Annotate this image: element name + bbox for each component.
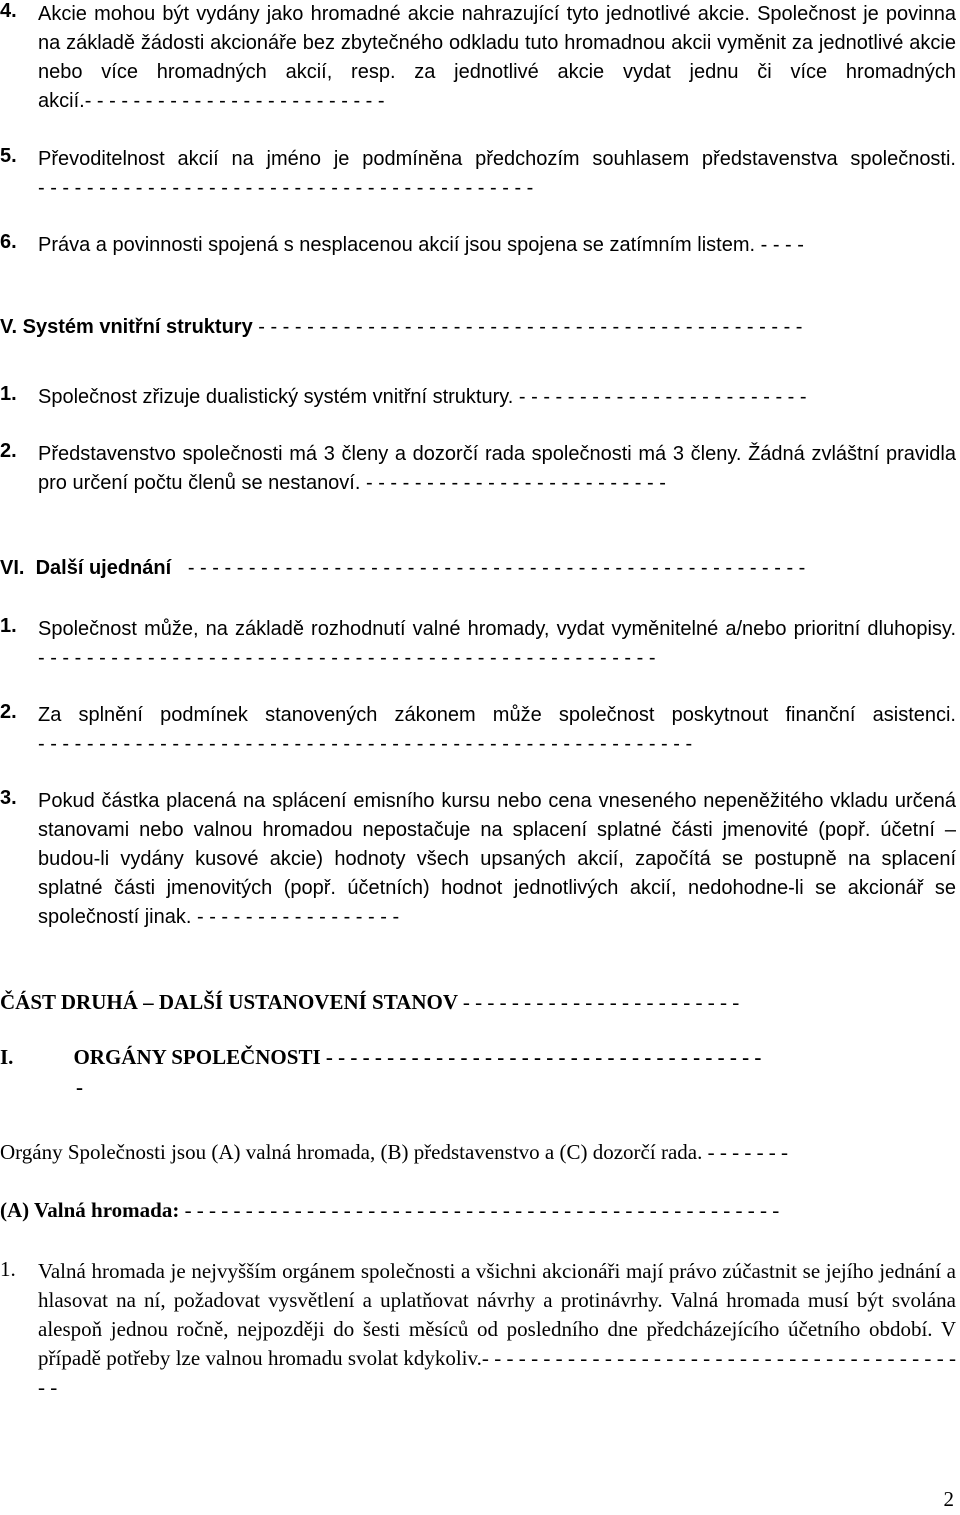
article-number: 5. [0,145,17,167]
organs-heading-continuation [76,1075,83,1100]
article-text: Valná hromada je nejvyšším orgánem společnosti a všichni akcionáři mají právo zúčastnit se jejího jednání a hlasovat na ní, požadovat vysvětlení a uplatňovat návrhy a protinávrhy. Valná hromada musí být svolána alespoň jednou ročně, nejpozději do šesti měsíců od posledního dne předcházejícího účetního období. V případě potřeby lze valnou hromadu svolat kdykoliv.- - - - - - - - - - - - - - - - - - - - - - - - - - - - - - - - - - - - - - - - - [38,1259,957,1399]
filler-dashes: - [76,1075,83,1099]
page-number: 2 [943,1487,954,1511]
article-number: 2. [0,701,17,723]
article-text: Společnost může, na základě rozhodnutí valné hromady, vydat vyměnitelné a/nebo prioritní dluhopisy. - - - - - - - - - - - - - - - - - - - - - - - - - - - - - - - - - - - - - - - - - - - - - - - - - - - [38,618,956,669]
part-two-heading: ČÁST DRUHÁ – DALŠÍ USTANOVENÍ STANOV - - - - - - - - - - - - - - - - - - - - - - - [0,990,740,1014]
filler-dashes: - - - - - - - - - - - - - - - - - - - - - - - - [518,386,807,408]
article-number: 1. [0,1257,16,1281]
article-text: Za splnění podmínek stanovených zákonem může společnost poskytnout finanční asistenci. - - - - - - - - - - - - - - - - - - - - - - - - - - - - - - - - - - - - - - - - - - - - - - - - - - - - - - [38,704,956,755]
article-number: 2. [0,440,17,462]
filler-dashes: - - - - - - - - - - - - - - - - - - - - - - - - - - - - - - - - - - - - - - - - - [38,177,534,199]
article-number: 1. [0,383,17,405]
article-text: Práva a povinnosti spojená s nesplacenou akcií jsou spojena se zatímním listem. - - - - [38,234,804,256]
filler-dashes: - - - - - - - - - - - - - - - - - - - - - - - - - - - - - - - - - - - - - - - - - - - - - - - - - - - [187,557,806,579]
article-number: 6. [0,231,17,253]
section-heading-v: V. Systém vnitřní struktury - - - - - - - - - - - - - - - - - - - - - - - - - - - - - - - - - - - - - - - - - - - - - [0,316,803,338]
filler-dashes: - - - - [760,234,804,256]
article-text: Pokud částka placená na splácení emisního kursu nebo cena vneseného nepeněžitého vkladu určená stanovami nebo valnou hromadou nepostačuje na splacení splatné části jmenovité (popř. účetní – budou-li vydány kusové akcie) hodnoty všech upsaných akcií, započítá se postupně na splacení splatné části jmenovitých (popř. účetních) hodnot jednotlivých akcií, nedohodne-li se akcionář se společností jinak. - - - - - - - - - - - - - - - - - [38,790,956,928]
organs-intro: Orgány Společnosti jsou (A) valná hromada, (B) představenstvo a (C) dozorčí rada. - - - - - - - [0,1140,789,1164]
filler-dashes: - - - - - - - - - - - - - - - - - - - - - - - - - - - - - - - - - - - - [325,1045,762,1069]
filler-dashes: - - - - - - - - - - - - - - - - - - - - - - - - - - - - - - - - - - - - - - - - - - - - - [258,316,803,338]
section-heading-vi: VI. Další ujednání - - - - - - - - - - - - - - - - - - - - - - - - - - - - - - - - - - - - - - - - - - - - - - - - - - - [0,557,806,579]
filler-dashes: - - - - - - - - - - - - - - - - - - - - - - - - - [84,90,385,112]
article-text: Představenstvo společnosti má 3 členy a dozorčí rada společnosti má 3 členy. Žádná zvláštní pravidla pro určení počtu členů se nestanoví. - - - - - - - - - - - - - - - - - - - - - - - - - [38,443,956,494]
general-meeting-heading: (A) Valná hromada: - - - - - - - - - - - - - - - - - - - - - - - - - - - - - - - - - - - - - - - - - - - - - - - - - [0,1198,780,1222]
filler-dashes: - - - - - - - [707,1140,789,1164]
filler-dashes: - - - - - - - - - - - - - - - - - - - - - - - [462,990,740,1014]
filler-dashes: - - - - - - - - - - - - - - - - - - - - - - - - - [365,472,666,494]
filler-dashes: - - - - - - - - - - - - - - - - - - - - - - - - - - - - - - - - - - - - - - - - - - - - - - - - - [184,1198,780,1222]
article-number: 4. [0,0,17,22]
filler-dashes: - - - - - - - - - - - - - - - - - - - - - - - - - - - - - - - - - - - - - - - - - - - - - - - - - - - [38,647,656,669]
article-text: Převoditelnost akcií na jméno je podmíněna předchozím souhlasem představenstva společnosti. - - - - - - - - - - - - - - - - - - - - - - - - - - - - - - - - - - - - - - - - - [38,148,956,199]
filler-dashes: - - - - - - - - - - - - - - - - - - - - - - - - - - - - - - - - - - - - - - - - - [38,1346,957,1399]
filler-dashes: - - - - - - - - - - - - - - - - - [196,906,400,928]
filler-dashes: - - - - - - - - - - - - - - - - - - - - - - - - - - - - - - - - - - - - - - - - - - - - - - - - - - - - - - [38,733,693,755]
article-number: 1. [0,615,17,637]
article-text: Společnost zřizuje dualistický systém vnitřní struktury. - - - - - - - - - - - - - - - - - - - - - - - - [38,386,807,408]
organs-heading: I. ORGÁNY SPOLEČNOSTI - - - - - - - - - - - - - - - - - - - - - - - - - - - - - - - - - - - - [0,1045,762,1069]
article-number: 3. [0,787,17,809]
article-text: Akcie mohou být vydány jako hromadné akcie nahrazující tyto jednotlivé akcie. Společnost je povinna na základě žádosti akcionáře bez zbytečného odkladu tuto hromadnou akcii vyměnit za jednotlivé akcie nebo více hromadných akcií, resp. za jednotlivé akcie vydat jednu či více hromadných akcií.- - - - - - - - - - - - - - - - - - - - - - - - - [38,3,956,112]
